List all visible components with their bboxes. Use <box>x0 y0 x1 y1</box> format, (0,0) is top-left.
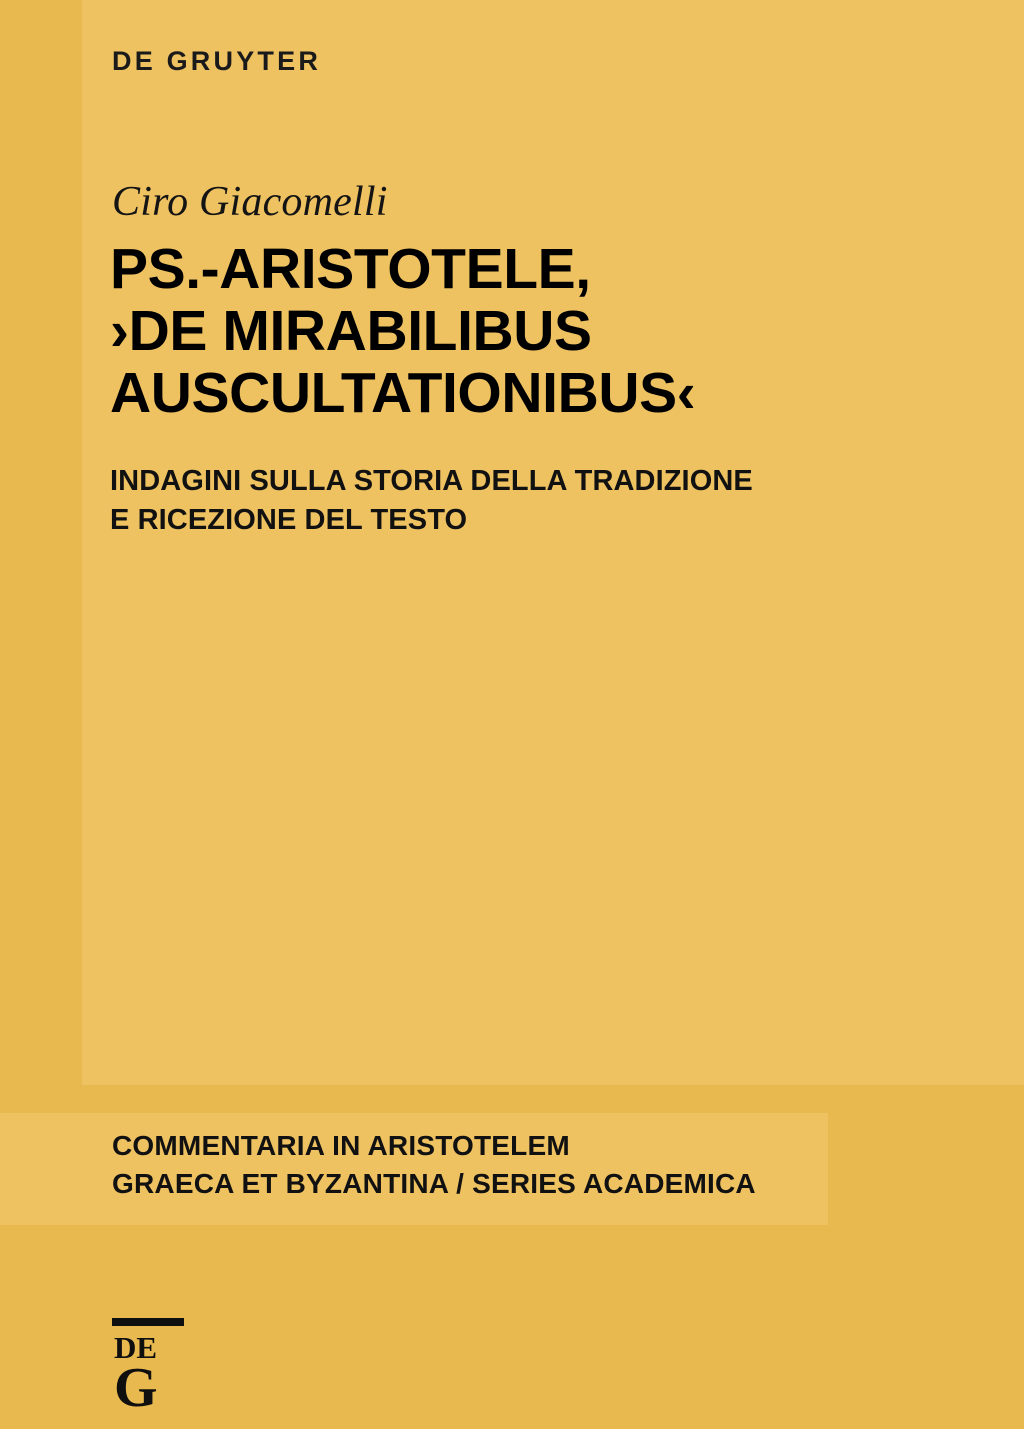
author-name: Ciro Giacomelli <box>112 179 388 225</box>
series-line-1: COMMENTARIA IN ARISTOTELEM <box>112 1130 570 1161</box>
publisher-wordmark: DE GRUYTER <box>112 46 322 76</box>
book-title <box>110 238 940 424</box>
logo-letters-top: DE <box>114 1330 158 1365</box>
title-line-1: PS.-ARISTOTELE, <box>110 237 591 301</box>
title-panel <box>82 0 1024 1085</box>
logo-letters-bottom: G <box>114 1357 158 1419</box>
series-name <box>112 1127 812 1203</box>
subtitle-line-2: E RICEZIONE DEL TESTO <box>110 504 468 537</box>
de-gruyter-logo-icon <box>112 1318 184 1419</box>
series-line-2: GRAECA ET BYZANTINA / SERIES ACADEMICA <box>112 1167 756 1199</box>
logo-bar <box>112 1318 184 1326</box>
subtitle-line-1: INDAGINI SULLA STORIA DELLA TRADIZIONE <box>110 465 753 497</box>
book-subtitle <box>110 462 910 540</box>
title-line-3: AUSCULTATIONIBUS‹ <box>110 361 696 426</box>
title-line-2: ›DE MIRABILIBUS <box>110 299 592 364</box>
